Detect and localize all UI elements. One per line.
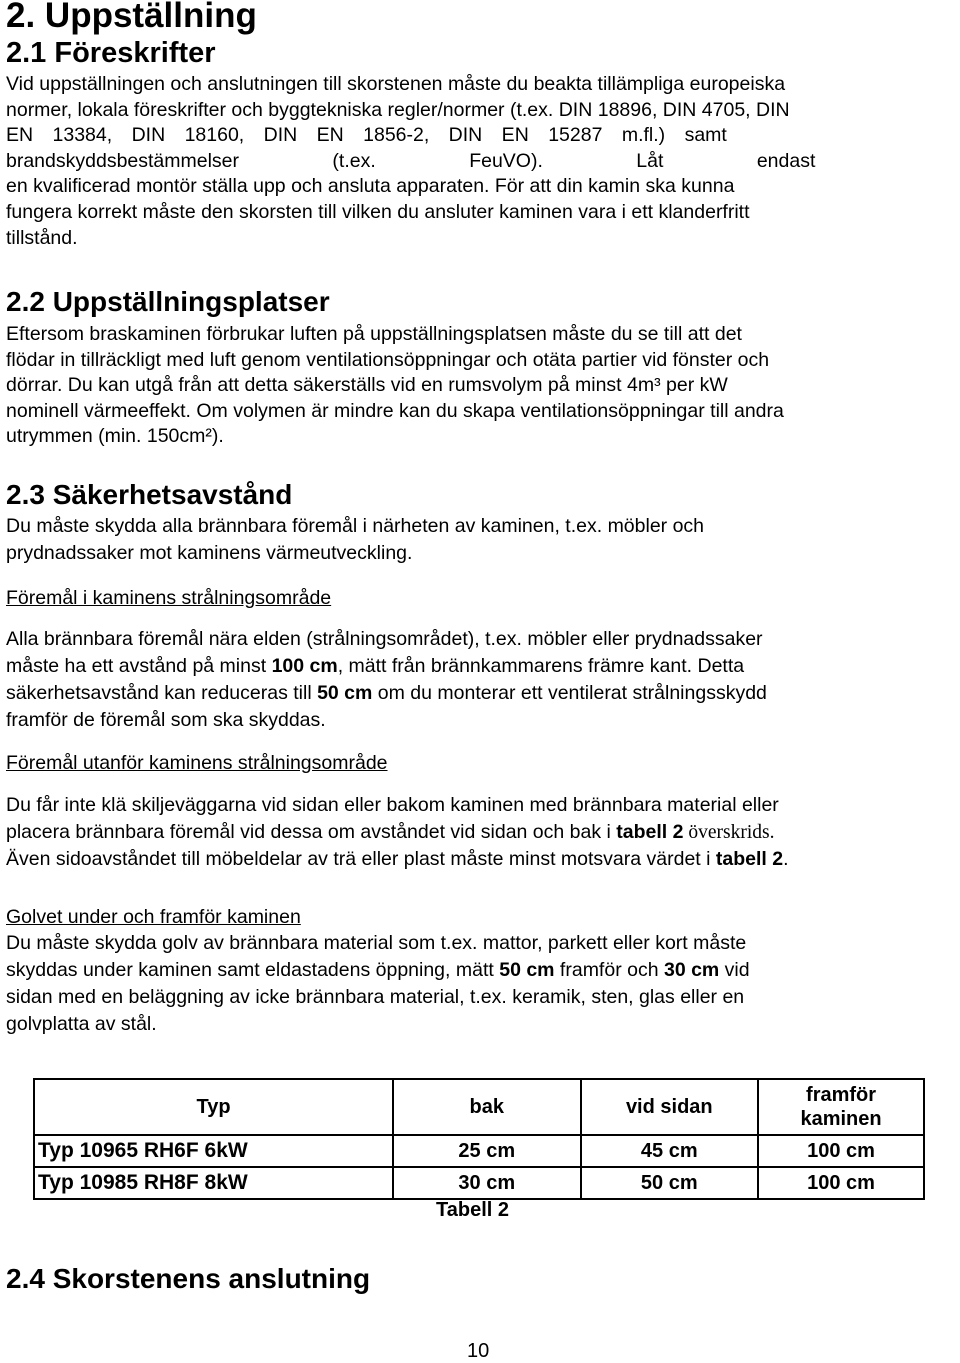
heading-foreskrifter: 2.1 Föreskrifter: [6, 37, 216, 69]
text-line: Du måste skydda alla brännbara föremål i närheten av kaminen, t.ex. möbler och: [6, 515, 705, 537]
text-line: Även sidoavståndet till möbeldelar av trä eller plast måste minst motsvara värdet i tabell 2.: [6, 848, 789, 870]
paragraph-sakerhetsavstand: [6, 513, 954, 567]
paragraph-stralningsomrade: [6, 626, 954, 734]
distance-value: 50 cm: [317, 682, 373, 704]
text-line: skyddas under kaminen samt eldastadens öppning, mätt 50 cm framför och 30 cm vid: [6, 959, 750, 981]
table-cell: 50 cm: [581, 1167, 759, 1199]
table-reference: tabell 2: [616, 821, 684, 843]
table-cell: 30 cm: [393, 1167, 580, 1199]
text-line: flödar in tillräckligt med luft genom ventilationsöppningar och otäta partier vid fönster och: [6, 348, 770, 371]
text-line: Alla brännbara föremål nära elden (strålningsområdet), t.ex. möbler eller prydnadssaker: [6, 628, 763, 650]
text-line: sidan med en beläggning av icke brännbara material, t.ex. keramik, sten, glas eller en: [6, 986, 745, 1008]
distance-value: 30 cm: [663, 959, 720, 981]
text-line: prydnadssaker mot kaminens värmeutveckling.: [6, 542, 413, 564]
paragraph-golvet: [6, 930, 954, 1038]
table-caption: Tabell 2: [436, 1199, 509, 1221]
text-line: framför de föremål som ska skyddas.: [6, 709, 326, 731]
table-cell: 100 cm: [758, 1167, 924, 1199]
table-header-cell: framför kaminen: [758, 1079, 924, 1135]
section-title: 2. Uppställning: [6, 0, 257, 35]
text-line: fungera korrekt måste den skorsten till vilken du ansluter kaminen vara i ett klanderfritt: [6, 200, 750, 223]
table-cell: 45 cm: [581, 1135, 759, 1167]
heading-uppstallningsplatser: 2.2 Uppställningsplatser: [6, 286, 330, 317]
text-line: nominell värmeeffekt. Om volymen är mindre kan du skapa ventilationsöppningar till andra: [6, 399, 784, 422]
text-line: säkerhetsavstånd kan reduceras till 50 cm om du monterar ett ventilerat strålningsskydd: [6, 682, 767, 704]
table-cell: Typ 10985 RH8F 8kW: [34, 1167, 393, 1199]
subheading-utanfor-stralningsomrade: Föremål utanför kaminens strålningsområde: [6, 752, 388, 774]
table-cell: 100 cm: [758, 1135, 924, 1167]
table-header-cell: Typ: [34, 1079, 393, 1135]
heading-skorstenens-anslutning: 2.4 Skorstenens anslutning: [6, 1263, 371, 1294]
table-reference: tabell 2: [715, 848, 784, 870]
paragraph-uppstallningsplatser: [6, 322, 952, 450]
text-line: normer, lokala föreskrifter och byggtekniska regler/normer (t.ex. DIN 18896, DIN 4705, DIN: [6, 98, 790, 121]
text-line: placera brännbara föremål vid dessa om avståndet vid sidan och bak i tabell 2 överskrids.: [6, 821, 775, 843]
distance-value: 100 cm: [271, 655, 338, 677]
text-line: måste ha ett avstånd på minst 100 cm, mätt från brännkammarens främre kant. Detta: [6, 655, 745, 677]
subheading-stralningsomrade: Föremål i kaminens strålningsområde: [6, 587, 332, 609]
text-line: en kvalificerad montör ställa upp och ansluta apparaten. För att din kamin ska kunna: [6, 175, 735, 198]
text-line: Du måste skydda golv av brännbara material som t.ex. mattor, parkett eller kort måste: [6, 932, 747, 954]
distance-value: 50 cm: [499, 959, 555, 981]
table-cell: 25 cm: [393, 1135, 580, 1167]
heading-sakerhetsavstand: 2.3 Säkerhetsavstånd: [6, 479, 293, 510]
table-header-row: [34, 1079, 924, 1135]
subheading-golvet: Golvet under och framför kaminen: [6, 906, 301, 928]
text-line: Eftersom braskaminen förbrukar luften på uppställningsplatsen måste du se till att det: [6, 323, 742, 345]
text-line: utrymmen (min. 150cm²).: [6, 425, 224, 448]
page-number: 10: [467, 1340, 490, 1362]
text-line: brandskyddsbestämmelser (t.ex. FeuVO). Låt endast: [6, 149, 816, 172]
table-header-cell: vid sidan: [581, 1079, 759, 1135]
table-header-cell: bak: [393, 1079, 580, 1135]
paragraph-foreskrifter: [6, 72, 952, 251]
text-line: Vid uppställningen och anslutningen till skorstenen måste du beakta tillämpliga europeiska: [6, 73, 786, 95]
distance-table: [33, 1078, 925, 1200]
table-row: [34, 1135, 924, 1167]
table-row: [34, 1167, 924, 1199]
text-line: Du får inte klä skiljeväggarna vid sidan eller bakom kaminen med brännbara material eller: [6, 794, 779, 816]
text-line: EN 13384, DIN 18160, DIN EN 1856-2, DIN EN 15287 m.fl.) samt: [6, 124, 727, 147]
text-line: tillstånd.: [6, 226, 78, 249]
text-line: dörrar. Du kan utgå från att detta säkerställs vid en rumsvolym på minst 4m³ per kW: [6, 374, 728, 397]
text-line: golvplatta av stål.: [6, 1013, 157, 1035]
table-cell: Typ 10965 RH6F 6kW: [34, 1135, 393, 1167]
paragraph-utanfor-stralningsomrade: [6, 792, 954, 873]
